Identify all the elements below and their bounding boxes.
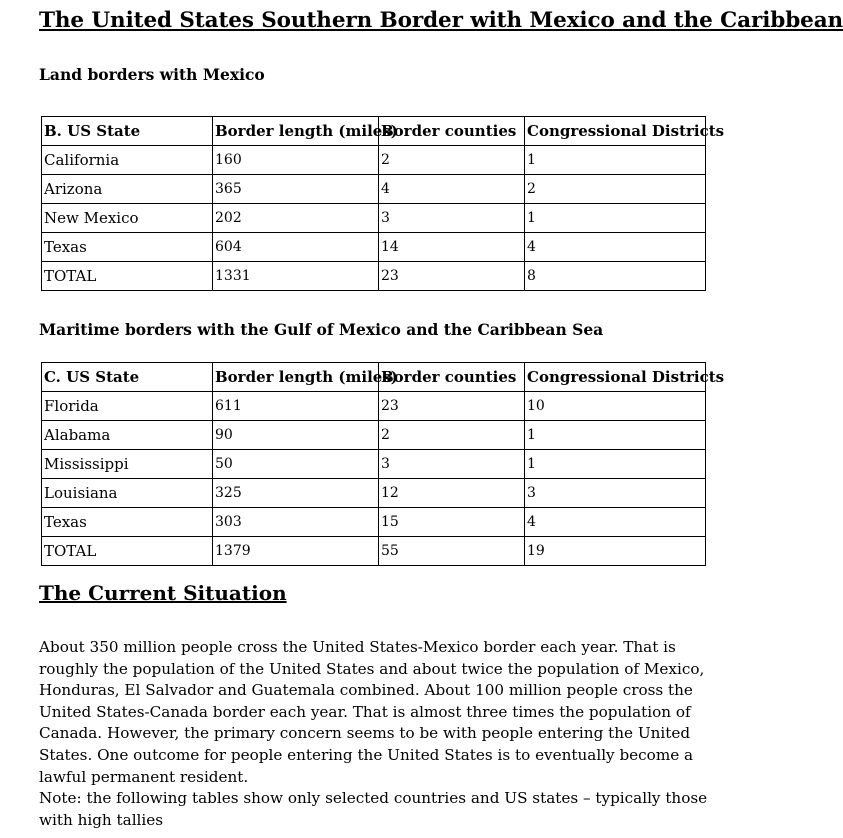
border-length-cell: 202	[213, 204, 379, 233]
current-situation-heading: The Current Situation	[39, 581, 287, 605]
table-header-row	[42, 363, 706, 392]
state-cell: Arizona	[42, 175, 213, 204]
state-cell: Louisiana	[42, 479, 213, 508]
districts-cell: 4	[525, 508, 706, 537]
table-row	[42, 175, 706, 204]
border-length-cell: 50	[213, 450, 379, 479]
districts-cell: 2	[525, 175, 706, 204]
table-header-row	[42, 117, 706, 146]
border-counties-cell: 3	[379, 450, 525, 479]
border-length-cell: 365	[213, 175, 379, 204]
state-cell: Alabama	[42, 421, 213, 450]
border-counties-cell: 23	[379, 392, 525, 421]
table-row	[42, 392, 706, 421]
border-counties-cell: 2	[379, 421, 525, 450]
column-header: Border counties	[379, 363, 525, 392]
border-counties-cell: 23	[379, 262, 525, 291]
column-header: Border length (miles)	[213, 363, 379, 392]
border-counties-cell: 55	[379, 537, 525, 566]
column-header: Congressional Districts	[525, 117, 706, 146]
border-length-cell: 604	[213, 233, 379, 262]
column-header: B. US State	[42, 117, 213, 146]
table-row	[42, 450, 706, 479]
table-row	[42, 233, 706, 262]
total-label-cell: TOTAL	[42, 262, 213, 291]
border-length-cell: 325	[213, 479, 379, 508]
border-counties-cell: 15	[379, 508, 525, 537]
districts-cell: 4	[525, 233, 706, 262]
state-cell: New Mexico	[42, 204, 213, 233]
table-row	[42, 204, 706, 233]
state-cell: California	[42, 146, 213, 175]
border-counties-cell: 3	[379, 204, 525, 233]
border-counties-cell: 12	[379, 479, 525, 508]
table-row	[42, 421, 706, 450]
current-situation-paragraph: About 350 million people cross the United States-Mexico border each year. That is roughly the population of the United States and about twice the population of Mexico, Honduras, El Salvador and Guatemala combined. About 100 million people cross the United States-Canada border each year. That is almost three times the population of Canada. However, the primary concern seems to be with people entering the United States. One outcome for people entering the United States is to eventually become a lawful permanent resident.	[39, 638, 705, 786]
table-row	[42, 146, 706, 175]
districts-cell: 19	[525, 537, 706, 566]
border-length-cell: 160	[213, 146, 379, 175]
border-length-cell: 611	[213, 392, 379, 421]
districts-cell: 1	[525, 421, 706, 450]
maritime-borders-table	[41, 362, 725, 566]
border-length-cell: 90	[213, 421, 379, 450]
districts-cell: 3	[525, 479, 706, 508]
land-borders-table	[41, 116, 725, 291]
border-counties-cell: 2	[379, 146, 525, 175]
column-header: Congressional Districts	[525, 363, 706, 392]
border-length-cell: 303	[213, 508, 379, 537]
maritime-borders-heading: Maritime borders with the Gulf of Mexico and the Caribbean Sea	[39, 320, 604, 339]
state-cell: Texas	[42, 233, 213, 262]
districts-cell: 1	[525, 146, 706, 175]
land-borders-heading: Land borders with Mexico	[39, 65, 265, 84]
table-row	[42, 508, 706, 537]
tables-note: Note: the following tables show only selected countries and US states – typically those with high tallies	[39, 789, 708, 829]
districts-cell: 10	[525, 392, 706, 421]
column-header: C. US State	[42, 363, 213, 392]
border-counties-cell: 4	[379, 175, 525, 204]
column-header: Border counties	[379, 117, 525, 146]
state-cell: Florida	[42, 392, 213, 421]
document-title: The United States Southern Border with Mexico and the Caribbean	[39, 8, 843, 33]
districts-cell: 1	[525, 204, 706, 233]
column-header: Border length (miles)	[213, 117, 379, 146]
border-length-cell: 1379	[213, 537, 379, 566]
total-label-cell: TOTAL	[42, 537, 213, 566]
districts-cell: 1	[525, 450, 706, 479]
table-row	[42, 479, 706, 508]
border-length-cell: 1331	[213, 262, 379, 291]
border-counties-cell: 14	[379, 233, 525, 262]
table-total-row	[42, 262, 706, 291]
state-cell: Mississippi	[42, 450, 213, 479]
districts-cell: 8	[525, 262, 706, 291]
state-cell: Texas	[42, 508, 213, 537]
table-total-row	[42, 537, 706, 566]
